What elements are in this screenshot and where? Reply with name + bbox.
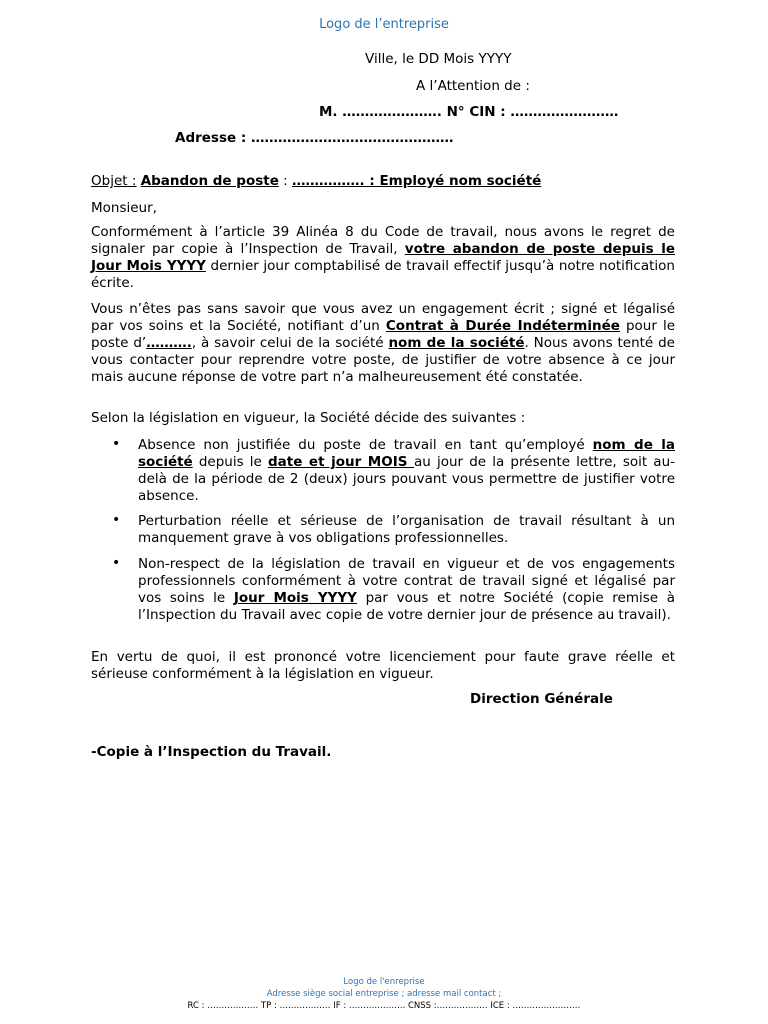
bullet-item-1: [138, 437, 675, 505]
bullet-3-text-b: par vous et notre Société (copie remise à l’Inspection du Travail avec copie de votre dernier jour de présence au travail).: [138, 590, 675, 623]
object-subject: Abandon de poste: [140, 173, 279, 189]
paragraph-2-text-c: , à savoir celui de la société: [191, 335, 389, 351]
salutation: Monsieur,: [91, 200, 157, 216]
signature: Direction Générale: [470, 691, 613, 707]
city-date: Ville, le DD Mois YYYY: [365, 51, 512, 67]
job-position: ……….: [146, 335, 192, 351]
footer-logo: Logo de l'enreprise: [343, 977, 425, 987]
object-separator: :: [283, 173, 288, 189]
bullet-3-text-a: Non-respect de la législation de travail en vigueur et de vos engagements professionnels conformément à votre contrat de travail signé et légalisé par vos soins le: [138, 556, 675, 606]
abandon-date: votre abandon de poste depuis le Jour Mois YYYY: [91, 241, 676, 274]
bullet-item-3: [138, 556, 675, 624]
paragraph-2-text-d: . Nous avons tenté de vous contacter pour reprendre votre poste, de justifier de votre absence à ce jour mais aucune réponse de votre part n’a malheureusement été constatée.: [91, 335, 675, 385]
footer: [0, 976, 768, 1012]
company-name: nom de la société: [388, 335, 525, 351]
paragraph-3: Selon la législation en vigueur, la Société décide des suivantes :: [91, 410, 526, 426]
bullet-1-text-b: depuis le: [192, 454, 268, 470]
object-label: Objet :: [91, 173, 137, 189]
address-line: Adresse : ………………………………………: [175, 130, 454, 146]
object-line: [91, 173, 541, 189]
conclusion: En vertu de quoi, il est prononcé votre licenciement pour faute grave réelle et sérieuse conformément à la législation en vigueur.: [91, 649, 675, 682]
paragraph-2-text-a: Vous n’êtes pas sans savoir que vous avez un engagement écrit ; signé et légalisé par vos soins et la Société, notifiant d’un: [91, 301, 675, 334]
paragraph-2: [91, 301, 675, 386]
copy-notice: -Copie à l’Inspection du Travail.: [91, 744, 332, 760]
bullet-marker-1: •: [112, 436, 121, 452]
bullet-1-company: nom de la société: [138, 437, 675, 470]
contract-type: Contrat à Durée Indéterminée: [385, 318, 620, 334]
bullet-1-text-a: Absence non justifiée du poste de travail en tant qu’employé: [138, 437, 593, 453]
footer-address: Adresse siège social entreprise ; adresse mail contact ;: [266, 989, 502, 999]
bullet-item-2: Perturbation réelle et sérieuse de l’organisation de travail résultant à un manquement grave à vos obligations professionnelles.: [138, 513, 675, 546]
footer-ids: RC : ……………… TP : ……………… IF : ……………….. CNSS :……………… ICE : ……………………: [187, 1001, 581, 1011]
paragraph-2-text-b: pour le poste d’: [91, 318, 676, 351]
paragraph-1: [91, 224, 675, 292]
company-logo-placeholder: Logo de l’entreprise: [319, 17, 449, 32]
object-detail: ……………. : Employé nom société: [292, 173, 542, 189]
bullet-marker-2: •: [112, 512, 121, 528]
recipient-line: M. …………………. N° CIN : ……………………: [319, 104, 619, 120]
bullet-1-text-c: au jour de la présente lettre, soit au-delà de la période de 2 (deux) jours pouvant vous permettre de justifier votre absence.: [138, 454, 675, 504]
paragraph-1-text-b: dernier jour comptabilisé de travail effectif jusqu’à notre notification écrite.: [91, 258, 675, 291]
paragraph-1-text-a: Conformément à l’article 39 Alinéa 8 du Code de travail, nous avons le regret de signaler par copie à l’Inspection de Travail,: [91, 224, 675, 257]
bullet-marker-3: •: [112, 555, 121, 571]
attention-line: A l’Attention de :: [416, 78, 530, 94]
bullet-3-date: Jour Mois YYYY: [233, 590, 357, 606]
bullet-1-date: date et jour MOIS: [267, 454, 415, 470]
